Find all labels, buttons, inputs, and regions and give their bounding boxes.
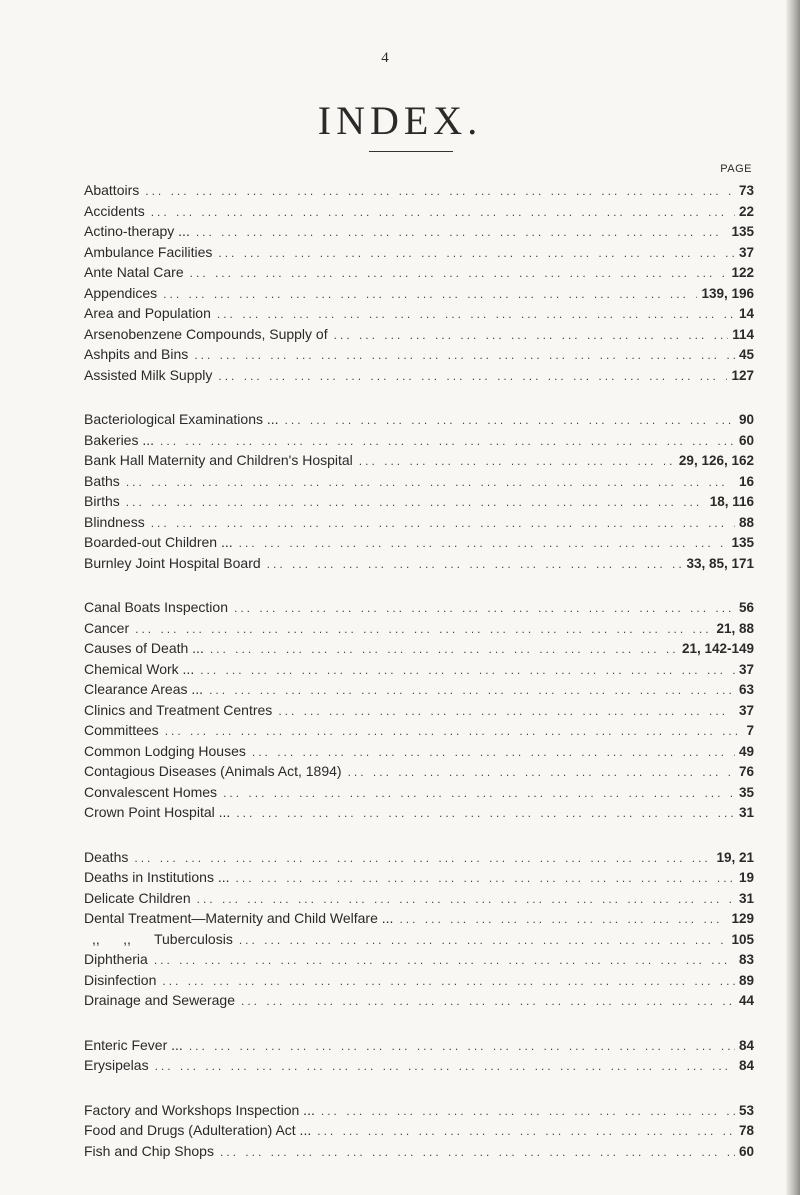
index-term: Disinfection bbox=[84, 971, 157, 988]
dot-leader bbox=[239, 933, 728, 947]
dot-leader bbox=[196, 225, 728, 239]
dot-leader bbox=[223, 786, 735, 800]
dot-leader bbox=[267, 557, 683, 571]
index-term: Contagious Diseases (Animals Act, 1894) bbox=[84, 763, 342, 779]
index-term: Boarded-out Children ... bbox=[84, 534, 233, 550]
index-page-numbers: 53 bbox=[738, 1102, 754, 1118]
page-number: 4 bbox=[381, 50, 389, 66]
index-page-numbers: 7 bbox=[746, 723, 754, 738]
dot-leader bbox=[135, 622, 712, 636]
index-term: Appendices bbox=[84, 284, 158, 301]
index-term: Erysipelas bbox=[84, 1057, 149, 1073]
index-term: Chemical Work ... bbox=[84, 660, 195, 677]
index-page-numbers: 114 bbox=[732, 326, 754, 342]
dot-leader bbox=[220, 1145, 735, 1159]
index-entry bbox=[84, 743, 754, 764]
index-term: Drainage and Sewerage bbox=[84, 992, 235, 1008]
index-term: Area and Population bbox=[84, 305, 211, 321]
dot-leader bbox=[218, 369, 727, 383]
index-entry bbox=[84, 346, 754, 367]
index-page-numbers: 44 bbox=[738, 993, 754, 1008]
dot-leader bbox=[236, 871, 735, 885]
index-entry bbox=[84, 411, 754, 432]
dot-leader bbox=[236, 806, 735, 820]
index-page-numbers: 122 bbox=[731, 265, 754, 280]
index-page-numbers: 78 bbox=[738, 1123, 754, 1138]
index-term: Bank Hall Maternity and Children's Hospital bbox=[84, 452, 353, 468]
index-entry bbox=[84, 182, 754, 203]
index-term: Ante Natal Care bbox=[84, 264, 184, 280]
index-entry bbox=[84, 951, 754, 972]
dot-leader bbox=[285, 413, 735, 427]
dot-leader bbox=[154, 953, 735, 967]
index-term: Canal Boats Inspection bbox=[84, 599, 228, 615]
index-page-numbers: 16 bbox=[738, 473, 754, 489]
index-entry bbox=[84, 1037, 754, 1058]
index-term: Blindness bbox=[84, 513, 145, 530]
index-entry bbox=[84, 432, 754, 453]
index-entry bbox=[84, 722, 754, 743]
index-page-numbers: 76 bbox=[738, 764, 754, 779]
index-term: Committees bbox=[84, 722, 159, 738]
index-page-numbers: 105 bbox=[731, 931, 754, 947]
dot-leader bbox=[239, 536, 728, 550]
dot-leader bbox=[190, 266, 728, 280]
index-page-numbers: 88 bbox=[738, 514, 754, 530]
index-page-numbers: 89 bbox=[738, 972, 754, 988]
index-page-numbers: 60 bbox=[738, 432, 754, 448]
dot-leader bbox=[194, 348, 735, 362]
index-entry bbox=[84, 661, 754, 682]
index-term: Actino-therapy ... bbox=[84, 223, 190, 239]
dot-leader bbox=[189, 1039, 735, 1053]
dot-leader bbox=[278, 704, 735, 718]
index-entry bbox=[84, 452, 754, 473]
dot-leader bbox=[321, 1104, 735, 1118]
index-page-numbers: 129 bbox=[731, 911, 754, 926]
index-term: Clearance Areas ... bbox=[84, 681, 204, 697]
dot-leader bbox=[200, 663, 735, 677]
index-page-numbers: 135 bbox=[731, 224, 754, 239]
index-page-numbers: 14 bbox=[738, 306, 754, 321]
dot-leader bbox=[160, 434, 735, 448]
dot-leader bbox=[210, 642, 678, 656]
index-entry bbox=[84, 285, 754, 306]
dot-leader bbox=[126, 475, 735, 489]
index-term: Delicate Children bbox=[84, 889, 191, 906]
index-page-numbers: 21, 142-149 bbox=[681, 641, 754, 656]
index-entry bbox=[84, 1143, 754, 1164]
index-page-numbers: 31 bbox=[738, 805, 754, 820]
index-term: Ambulance Facilities bbox=[84, 243, 213, 260]
dot-leader bbox=[197, 892, 735, 906]
index-term: Causes of Death ... bbox=[84, 640, 204, 656]
index-term: Assisted Milk Supply bbox=[84, 366, 213, 383]
dot-leader bbox=[217, 307, 735, 321]
dot-leader bbox=[155, 1059, 735, 1073]
dot-leader bbox=[348, 765, 735, 779]
dot-leader bbox=[145, 184, 735, 198]
index-entry bbox=[84, 620, 754, 641]
dot-leader bbox=[234, 601, 735, 615]
index-term: Baths bbox=[84, 472, 120, 489]
index-entry bbox=[84, 1057, 754, 1078]
index-entry bbox=[84, 514, 754, 535]
index-group bbox=[84, 1102, 754, 1164]
index-term: Burnley Joint Hospital Board bbox=[84, 554, 261, 571]
page-edge-shadow bbox=[786, 0, 800, 1195]
index-entry bbox=[84, 223, 754, 244]
index-page-numbers: 31 bbox=[738, 890, 754, 906]
index-term: Dental Treatment—Maternity and Child Welfare ... bbox=[84, 910, 394, 926]
index-group bbox=[84, 849, 754, 1013]
dot-leader bbox=[241, 994, 735, 1008]
index-page-numbers: 49 bbox=[738, 743, 754, 759]
index-group bbox=[84, 1037, 754, 1078]
index-entry bbox=[84, 264, 754, 285]
index-term: Fish and Chip Shops bbox=[84, 1142, 214, 1159]
dot-leader bbox=[151, 205, 735, 219]
index-list bbox=[84, 182, 754, 1187]
index-page-numbers: 84 bbox=[738, 1037, 754, 1053]
index-entry bbox=[84, 473, 754, 494]
index-page-numbers: 33, 85, 171 bbox=[686, 555, 754, 571]
index-group bbox=[84, 599, 754, 825]
index-entry bbox=[84, 640, 754, 661]
index-term: Accidents bbox=[84, 202, 145, 219]
dot-leader bbox=[126, 495, 706, 509]
index-page-numbers: 63 bbox=[738, 682, 754, 697]
index-page-numbers: 19, 21 bbox=[716, 849, 754, 865]
index-term: Common Lodging Houses bbox=[84, 742, 246, 759]
dot-leader bbox=[218, 246, 735, 260]
index-group bbox=[84, 182, 754, 387]
index-entry bbox=[84, 910, 754, 931]
index-page-numbers: 56 bbox=[738, 600, 754, 615]
index-page-numbers: 18, 116 bbox=[709, 494, 754, 509]
index-page-numbers: 73 bbox=[738, 183, 754, 198]
index-term: ,, ,, Tuberculosis bbox=[92, 930, 233, 947]
index-page-numbers: 37 bbox=[738, 244, 754, 260]
index-entry bbox=[84, 763, 754, 784]
index-entry bbox=[84, 681, 754, 702]
index-term: Factory and Workshops Inspection ... bbox=[84, 1101, 315, 1118]
dot-leader bbox=[399, 912, 727, 926]
index-term: Deaths bbox=[84, 848, 129, 865]
index-page-numbers: 60 bbox=[738, 1143, 754, 1159]
dot-leader bbox=[334, 328, 729, 342]
index-entry bbox=[84, 784, 754, 805]
index-page-numbers: 45 bbox=[738, 347, 754, 362]
index-page-numbers: 139, 196 bbox=[701, 285, 754, 301]
index-entry bbox=[84, 493, 754, 514]
index-term: Abattoirs bbox=[84, 182, 140, 198]
index-page-numbers: 22 bbox=[738, 203, 754, 219]
index-term: Births bbox=[84, 493, 120, 509]
index-entry bbox=[84, 931, 754, 952]
dot-leader bbox=[359, 454, 675, 468]
dot-leader bbox=[209, 683, 735, 697]
index-entry bbox=[84, 326, 754, 347]
index-entry bbox=[84, 849, 754, 870]
index-entry bbox=[84, 890, 754, 911]
index-page-numbers: 135 bbox=[731, 535, 754, 550]
index-term: Arsenobenzene Compounds, Supply of bbox=[84, 325, 328, 342]
dot-leader bbox=[163, 287, 697, 301]
index-term: Bacteriological Examinations ... bbox=[84, 411, 279, 427]
index-term: Deaths in Institutions ... bbox=[84, 869, 230, 885]
index-entry bbox=[84, 1102, 754, 1123]
index-entry bbox=[84, 534, 754, 555]
index-term: Cancer bbox=[84, 619, 130, 636]
index-page-numbers: 35 bbox=[738, 784, 754, 800]
index-entry bbox=[84, 992, 754, 1013]
index-term: Enteric Fever ... bbox=[84, 1036, 183, 1053]
dot-leader bbox=[317, 1124, 735, 1138]
index-page-numbers: 84 bbox=[738, 1058, 754, 1073]
index-term: Clinics and Treatment Centres bbox=[84, 701, 273, 718]
index-page-numbers: 21, 88 bbox=[716, 620, 754, 636]
index-page-numbers: 29, 126, 162 bbox=[678, 453, 754, 468]
index-page-numbers: 37 bbox=[738, 702, 754, 718]
dot-leader bbox=[252, 745, 735, 759]
index-page-numbers: 127 bbox=[731, 367, 754, 383]
index-entry bbox=[84, 367, 754, 388]
index-entry bbox=[84, 702, 754, 723]
index-entry bbox=[84, 804, 754, 825]
index-group bbox=[84, 411, 754, 575]
index-page-numbers: 90 bbox=[738, 412, 754, 427]
index-page-numbers: 83 bbox=[738, 952, 754, 967]
dot-leader bbox=[165, 724, 743, 738]
title-divider bbox=[369, 151, 453, 152]
index-entry bbox=[84, 1122, 754, 1143]
index-entry bbox=[84, 869, 754, 890]
dot-leader bbox=[151, 516, 735, 530]
index-entry bbox=[84, 599, 754, 620]
index-term: Convalescent Homes bbox=[84, 783, 218, 800]
page-column-header: PAGE bbox=[720, 163, 752, 175]
index-term: Food and Drugs (Adulteration) Act ... bbox=[84, 1122, 312, 1138]
index-term: Crown Point Hospital ... bbox=[84, 804, 231, 820]
index-term: Bakeries ... bbox=[84, 431, 155, 448]
page-title: INDEX. bbox=[317, 97, 483, 143]
index-entry bbox=[84, 203, 754, 224]
index-entry bbox=[84, 555, 754, 576]
dot-leader bbox=[134, 851, 712, 865]
index-page-numbers: 19 bbox=[738, 870, 754, 885]
index-entry bbox=[84, 244, 754, 265]
index-entry bbox=[84, 972, 754, 993]
index-page-numbers: 37 bbox=[738, 661, 754, 677]
dot-leader bbox=[162, 974, 735, 988]
index-term: Diphtheria bbox=[84, 951, 148, 967]
index-entry bbox=[84, 305, 754, 326]
index-term: Ashpits and Bins bbox=[84, 346, 189, 362]
